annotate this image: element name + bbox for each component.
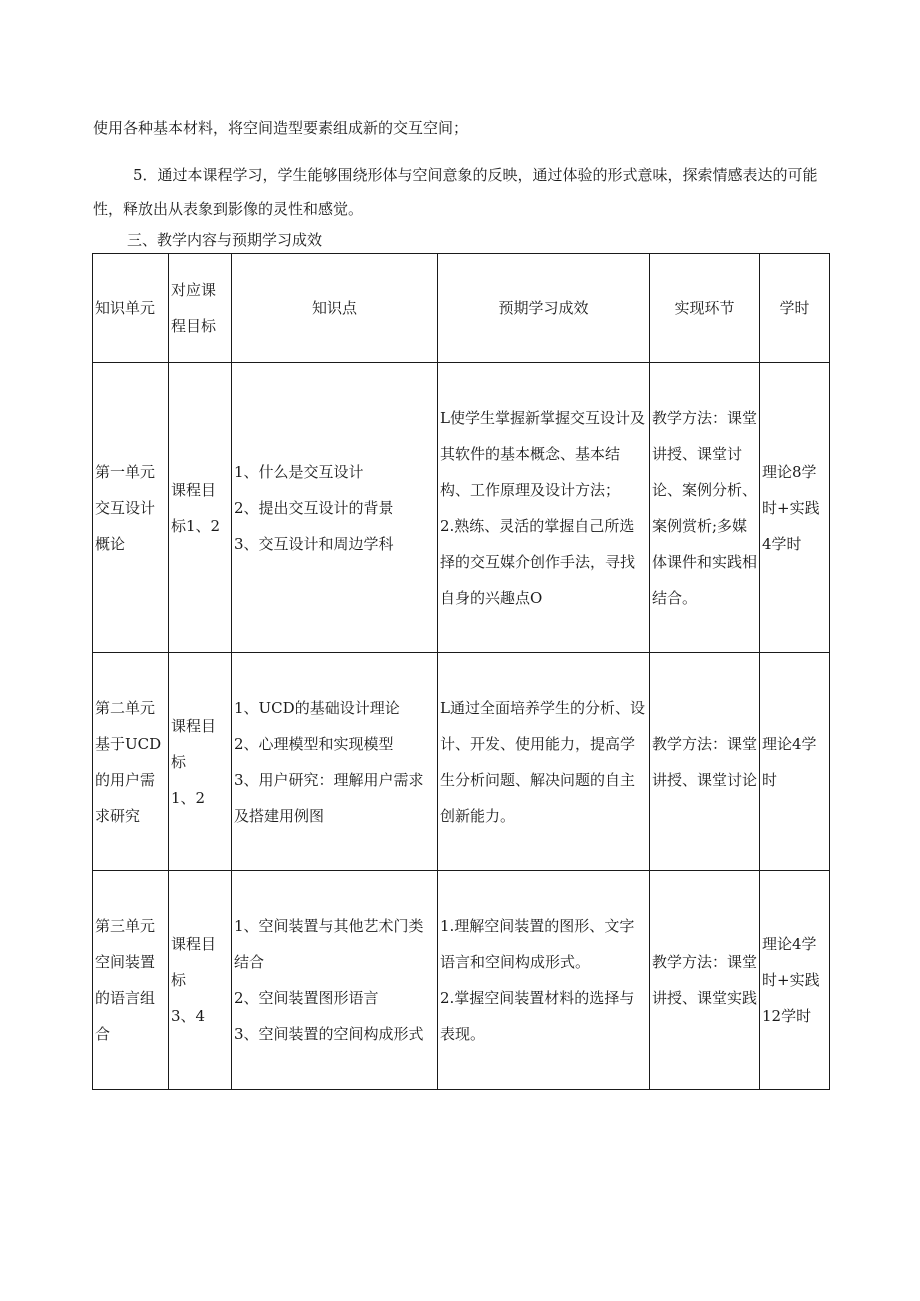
- cell-goal: 课程目标 3、4: [169, 871, 232, 1090]
- cell-outcomes: L通过全面培养学生的分析、设计、开发、使用能力，提高学生分析问题、解决问题的自主创新能力。: [438, 653, 650, 871]
- header-unit: 知识单元: [93, 254, 169, 363]
- content-table: [92, 253, 830, 1090]
- cell-points: 1、空间装置与其他艺术门类结合 2、空间装置图形语言 3、空间装置的空间构成形式: [232, 871, 438, 1090]
- cell-goal: 课程目标 1、2: [169, 653, 232, 871]
- cell-methods: 教学方法：课堂讲授、课堂讨论、案例分析、案例赏析;多媒体课件和实践相结合。: [650, 363, 760, 653]
- table-row: [93, 363, 830, 653]
- header-points: 知识点: [232, 254, 438, 363]
- table-header-row: [93, 254, 830, 363]
- table-row: [93, 871, 830, 1090]
- cell-points: 1、UCD的基础设计理论 2、心理模型和实现模型 3、用户研究：理解用户需求及搭建用例图: [232, 653, 438, 871]
- cell-unit: 第一单元交互设计概论: [93, 363, 169, 653]
- table-row: [93, 653, 830, 871]
- cell-unit: 第三单元空间装置的语言组合: [93, 871, 169, 1090]
- cell-hours: 理论4学时: [760, 653, 830, 871]
- cell-goal: 课程目标1、2: [169, 363, 232, 653]
- cell-methods: 教学方法：课堂讲授、课堂实践: [650, 871, 760, 1090]
- header-outcomes: 预期学习成效: [438, 254, 650, 363]
- intro-line-1: 使用各种基本材料，将空间造型要素组成新的交互空间；: [93, 119, 469, 137]
- intro-item-5: 5．通过本课程学习，学生能够围绕形体与空间意象的反映，通过体验的形式意味，探索情感表达的可能性，释放出从表象到影像的灵性和感觉。: [93, 166, 818, 218]
- cell-unit: 第二单元基于UCD的用户需求研究: [93, 653, 169, 871]
- cell-methods: 教学方法：课堂讲授、课堂讨论: [650, 653, 760, 871]
- cell-hours: 理论8学时+实践4学时: [760, 363, 830, 653]
- cell-points: 1、什么是交互设计 2、提出交互设计的背景 3、交互设计和周边学科: [232, 363, 438, 653]
- header-hours: 学时: [760, 254, 830, 363]
- cell-outcomes: 1.理解空间装置的图形、文字语言和空间构成形式。 2.掌握空间装置材料的选择与表现。: [438, 871, 650, 1090]
- cell-outcomes: L使学生掌握新掌握交互设计及其软件的基本概念、基本结构、工作原理及设计方法； 2.熟练、灵活的掌握自己所选择的交互媒介创作手法，寻找自身的兴趣点O: [438, 363, 650, 653]
- cell-hours: 理论4学时+实践12学时: [760, 871, 830, 1090]
- header-goal: 对应课程目标: [169, 254, 232, 363]
- header-methods: 实现环节: [650, 254, 760, 363]
- section-heading: 三、教学内容与预期学习成效: [127, 231, 323, 249]
